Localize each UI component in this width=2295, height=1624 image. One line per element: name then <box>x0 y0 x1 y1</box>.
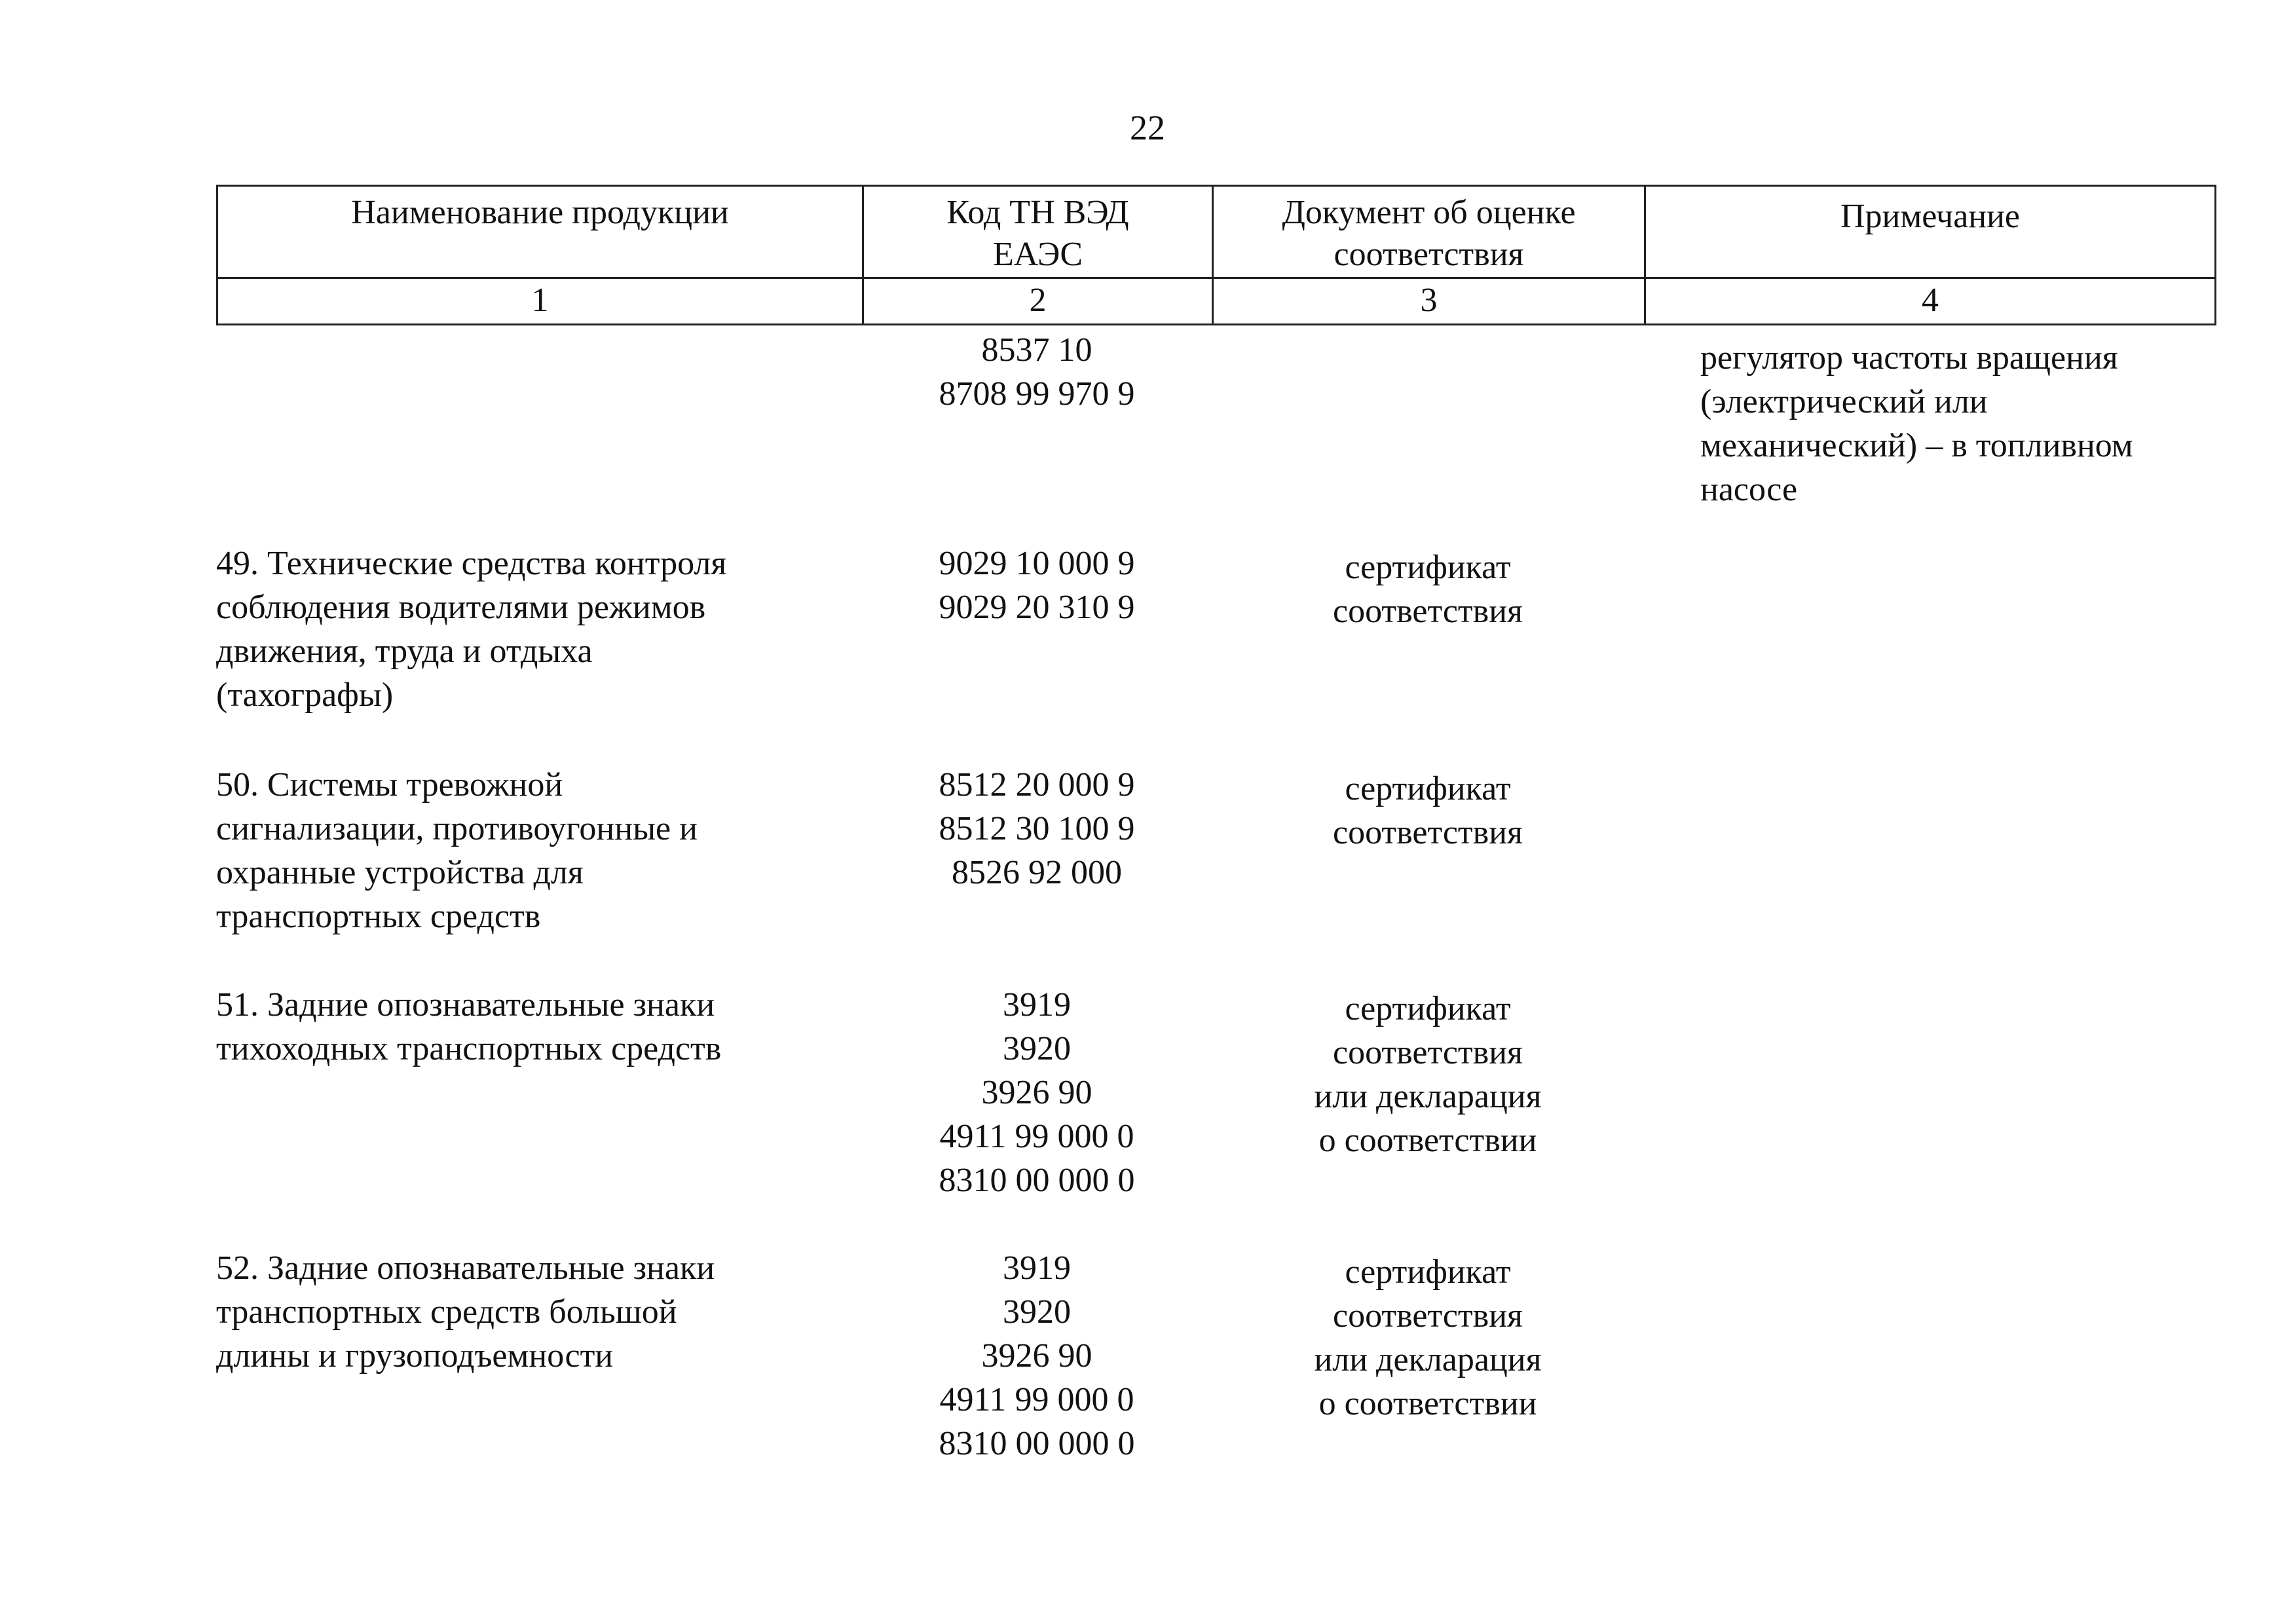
conformity-document-cell <box>1212 763 1644 983</box>
text-line: сертификат <box>1345 1253 1511 1291</box>
product-table <box>216 185 2216 1508</box>
text-line: сигнализации, противоугонные и <box>216 810 698 847</box>
header-tnved-code: Код ТН ВЭД ЕАЭС <box>862 187 1212 277</box>
header-product-name: Наименование продукции <box>216 187 862 277</box>
text-line: 3920 <box>1003 1293 1071 1331</box>
text-line: соответствия <box>1333 1297 1523 1335</box>
note-cell <box>1644 1246 2216 1508</box>
text-line: 8526 92 000 <box>952 854 1122 891</box>
product-name-cell <box>216 328 862 542</box>
text-line: или декларация <box>1314 1341 1542 1378</box>
tnved-codes-cell <box>862 1246 1212 1508</box>
text-line: 3919 <box>1003 986 1071 1024</box>
text-line: 9029 10 000 9 <box>939 545 1135 582</box>
text-line: 4911 99 000 0 <box>939 1118 1134 1155</box>
text-line: 8708 99 970 9 <box>939 375 1135 413</box>
text-line: регулятор частоты вращения <box>1700 339 2118 377</box>
text-line: 3926 90 <box>981 1074 1092 1111</box>
text-line: 8310 00 000 0 <box>939 1425 1135 1462</box>
conformity-document-cell <box>1212 328 1644 542</box>
product-name-cell <box>216 542 862 763</box>
text-line: соответствия <box>1333 593 1523 630</box>
tnved-codes-cell <box>862 983 1212 1246</box>
text-line: транспортных средств <box>216 898 541 935</box>
text-line: о соответствии <box>1318 1385 1537 1422</box>
tnved-codes-cell <box>862 328 1212 542</box>
text-line: 8310 00 000 0 <box>939 1162 1135 1199</box>
table-row <box>216 763 2216 983</box>
text-line: 8512 30 100 9 <box>939 810 1135 847</box>
table-column-numbers-row <box>216 279 2216 325</box>
text-line: насосе <box>1700 471 1798 508</box>
tnved-codes-cell <box>862 542 1212 763</box>
text-line: соблюдения водителями режимов <box>216 589 706 626</box>
text-line: механический) – в топливном <box>1700 427 2133 464</box>
page-number: 22 <box>1130 108 1165 147</box>
product-name-cell <box>216 983 862 1246</box>
text-line: 3920 <box>1003 1030 1071 1067</box>
text-line: тихоходных транспортных средств <box>216 1030 722 1067</box>
text-line: 8512 20 000 9 <box>939 766 1135 803</box>
text-line: или декларация <box>1314 1078 1542 1115</box>
table-row <box>216 1246 2216 1508</box>
table-header-row <box>216 185 2216 279</box>
column-number-1: 1 <box>216 279 862 323</box>
table-row <box>216 542 2216 763</box>
text-line: 3926 90 <box>981 1337 1092 1375</box>
text-line: 8537 10 <box>981 331 1092 369</box>
text-line: сертификат <box>1345 549 1511 586</box>
text-line: транспортных средств большой <box>216 1293 677 1331</box>
product-name-cell <box>216 1246 862 1508</box>
table-row <box>216 983 2216 1246</box>
conformity-document-cell <box>1212 983 1644 1246</box>
text-line: 50. Системы тревожной <box>216 766 563 803</box>
text-line: (тахографы) <box>216 676 394 714</box>
text-line: 52. Задние опознавательные знаки <box>216 1249 715 1287</box>
text-line: длины и грузоподъемности <box>216 1337 614 1375</box>
text-line: 49. Технические средства контроля <box>216 545 727 582</box>
text-line: движения, труда и отдыха <box>216 633 593 670</box>
note-cell <box>1644 542 2216 763</box>
column-number-2: 2 <box>862 279 1212 323</box>
text-line: сертификат <box>1345 770 1511 807</box>
note-cell <box>1644 983 2216 1246</box>
column-number-3: 3 <box>1212 279 1644 323</box>
header-conformity-document: Документ об оценке соответствия <box>1212 187 1644 277</box>
text-line: 4911 99 000 0 <box>939 1381 1134 1418</box>
table-body <box>216 325 2216 1508</box>
text-line: охранные устройства для <box>216 854 584 891</box>
tnved-codes-cell <box>862 763 1212 983</box>
column-number-4: 4 <box>1644 279 2216 323</box>
text-line: соответствия <box>1333 1034 1523 1071</box>
text-line: 9029 20 310 9 <box>939 589 1135 626</box>
text-line: (электрический или <box>1700 383 1988 420</box>
conformity-document-cell <box>1212 1246 1644 1508</box>
conformity-document-cell <box>1212 542 1644 763</box>
text-line: соответствия <box>1333 814 1523 851</box>
note-cell <box>1644 328 2216 542</box>
header-note: Примечание <box>1644 187 2216 277</box>
text-line: 3919 <box>1003 1249 1071 1287</box>
text-line: 51. Задние опознавательные знаки <box>216 986 715 1024</box>
product-name-cell <box>216 763 862 983</box>
text-line: сертификат <box>1345 990 1511 1027</box>
table-row <box>216 325 2216 542</box>
text-line: о соответствии <box>1318 1122 1537 1159</box>
note-cell <box>1644 763 2216 983</box>
